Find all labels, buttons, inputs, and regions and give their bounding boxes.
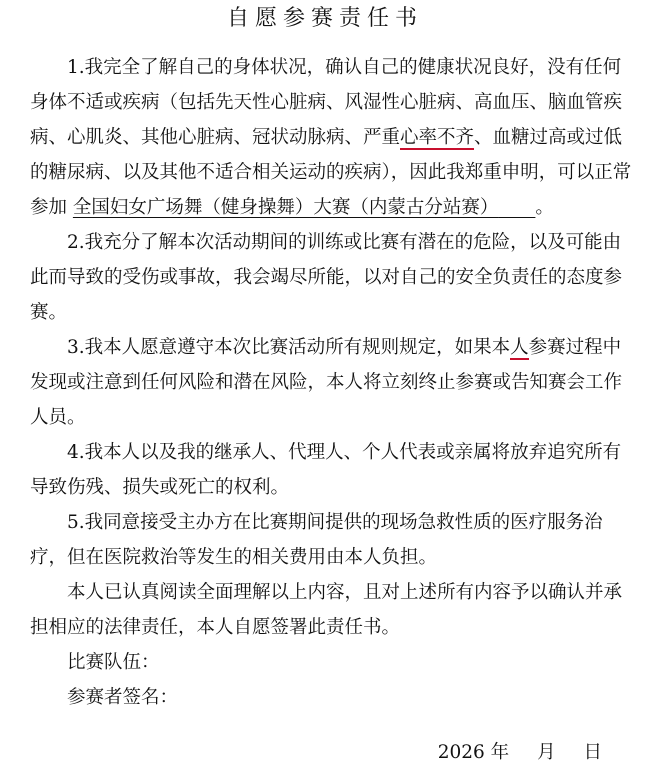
clause-5 (30, 505, 634, 575)
clause-1-end: 。 (535, 197, 554, 218)
date-month: 月 (537, 742, 556, 763)
clause-5-text: 5.我同意接受主办方在比赛期间提供的现场急救性质的医疗服务治疗，但在医院救治等发生的相关费用由本人负担。 (30, 512, 603, 568)
team-field[interactable] (30, 645, 634, 680)
clause-3 (30, 330, 634, 435)
red-underlined-text: 心率不齐 (400, 127, 475, 148)
event-name: 全国妇女广场舞（健身操舞）大赛（内蒙古分站赛） (72, 197, 499, 218)
red-underlined-char: 人 (510, 337, 529, 358)
clause-4 (30, 435, 634, 505)
date-year: 2026 年 (437, 742, 510, 763)
event-name-blank (498, 197, 535, 218)
clause-1-text-a: 1.我完全了解自己的身体状况，确认自己的健康状况良好，没有任何身体不适或疾病（包括先天性心脏病、风湿性心脏病、高血压、脑血管疾病、心肌炎、其他心脏病、冠状动脉病、严重 (30, 57, 623, 148)
team-label: 比赛队伍： (67, 652, 160, 673)
clause-2 (30, 225, 634, 330)
clause-1-text-b: 、血糖过高或过低的糖尿病、以及其他不适合相关运动的疾病），因此我郑重申明，可以正常参加 (30, 127, 632, 218)
clause-4-text: 4.我本人以及我的继承人、代理人、个人代表或亲属将放弃追究所有导致伤残、损失或死亡的权利。 (30, 442, 622, 498)
date-day: 日 (583, 742, 602, 763)
clause-2-text: 2.我充分了解本次活动期间的训练或比赛有潜在的危险，以及可能由此而导致的受伤或事故，我会竭尽所能，以对自己的安全负责任的态度参赛。 (30, 232, 623, 323)
document-body (30, 50, 634, 715)
document-title: 自愿参赛责任书 (226, 6, 423, 31)
signer-field[interactable] (30, 680, 634, 715)
signer-label: 参赛者签名： (67, 687, 179, 708)
clause-3-text-b: 参赛过程中发现或注意到任何风险和潜在风险，本人将立刻终止参赛或告知赛会工作人员。 (30, 337, 623, 428)
date-line (432, 735, 602, 770)
declaration-text: 本人已认真阅读全面理解以上内容，且对上述所有内容予以确认并承担相应的法律责任，本人自愿签署此责任书。 (30, 582, 623, 638)
clause-3-text-a: 3.我本人愿意遵守本次比赛活动所有规则规定，如果本 (67, 337, 511, 358)
clause-1 (30, 50, 634, 225)
declaration (30, 575, 634, 645)
